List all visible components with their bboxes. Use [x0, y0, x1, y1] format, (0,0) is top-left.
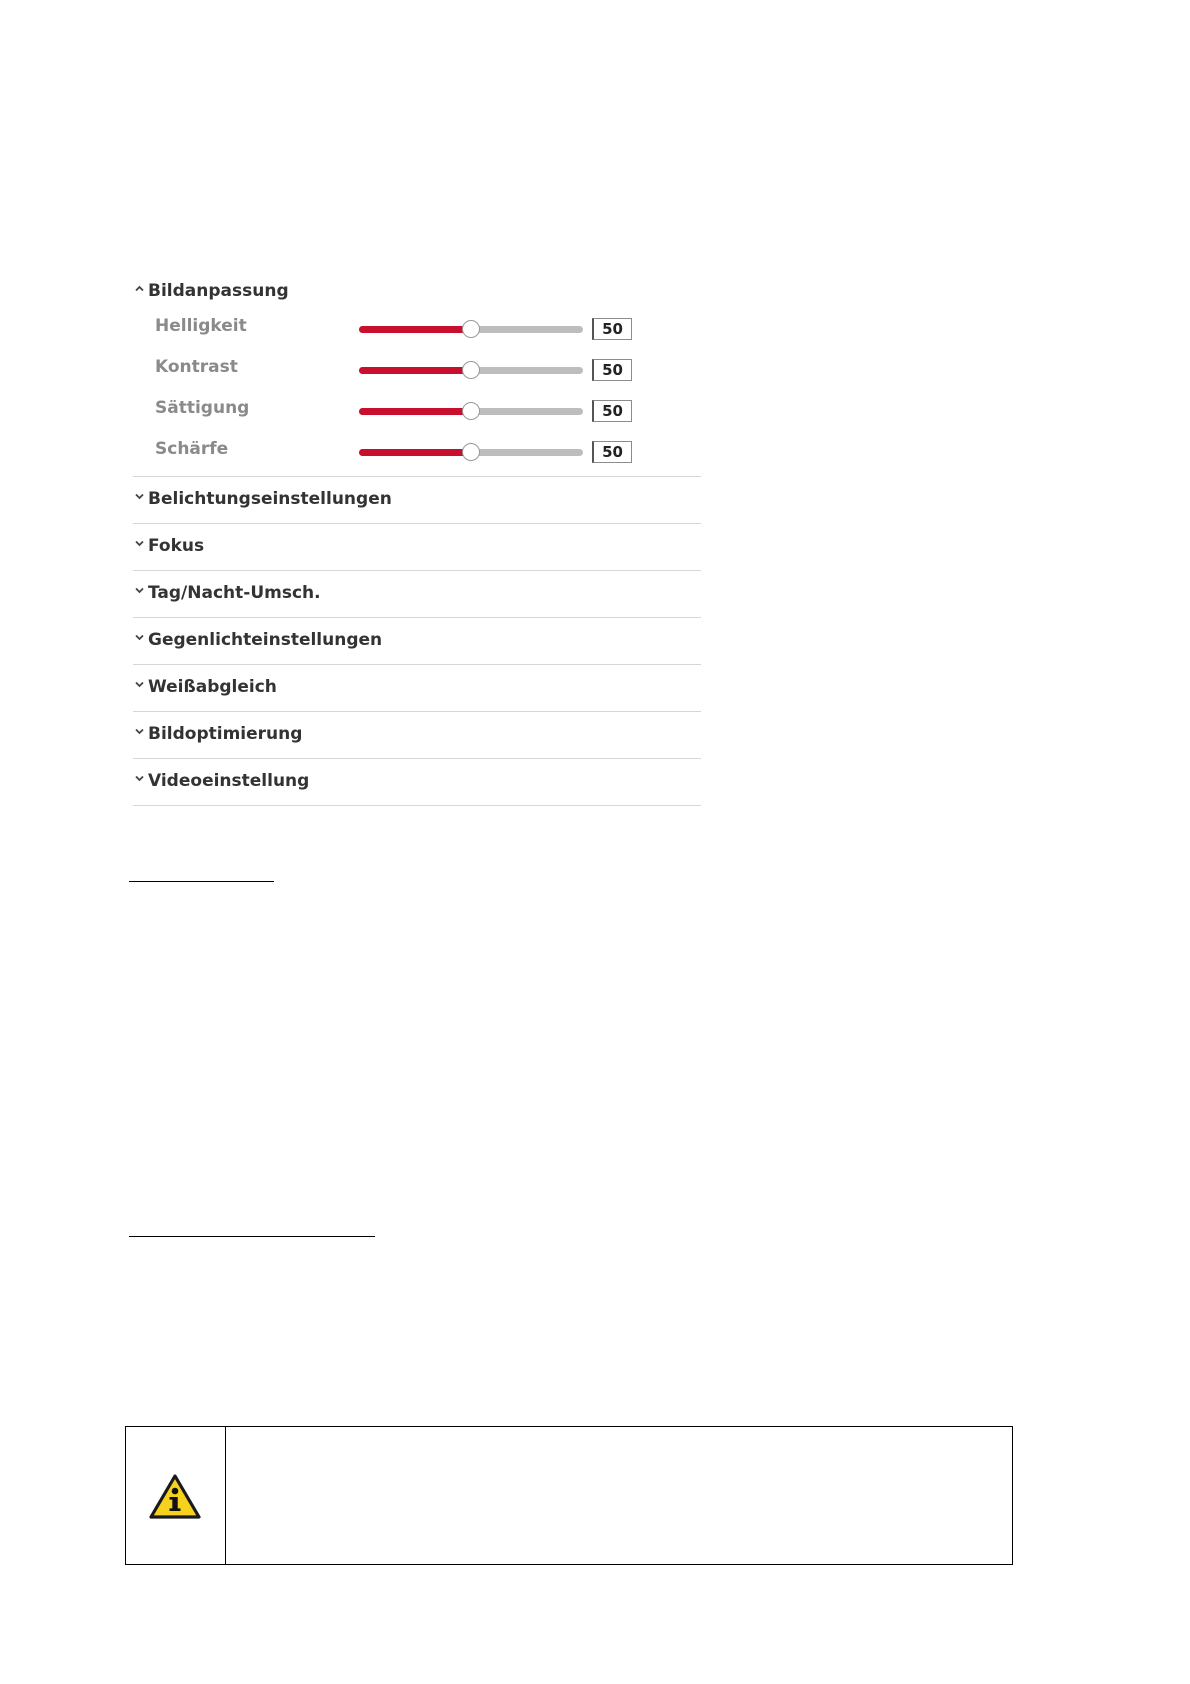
control-row-kontrast — [133, 347, 701, 388]
control-row-saettigung — [133, 388, 701, 429]
saettigung-value-field[interactable]: 50 — [592, 400, 632, 422]
schaerfe-slider[interactable] — [359, 445, 583, 459]
slider-fill — [359, 326, 471, 333]
section-header-videoeinstellung[interactable] — [133, 759, 701, 806]
kontrast-slider[interactable] — [359, 363, 583, 377]
slider-fill — [359, 367, 471, 374]
section-header-fokus[interactable] — [133, 524, 701, 571]
chevron-down-icon — [135, 634, 144, 641]
section-title: Bildoptimierung — [148, 724, 303, 744]
section-header-gegenlichteinstellungen[interactable] — [133, 618, 701, 665]
chevron-down-icon — [135, 681, 144, 688]
helligkeit-value-field[interactable]: 50 — [592, 318, 632, 340]
chevron-down-icon — [135, 493, 144, 500]
bildanpassung-controls — [133, 306, 701, 477]
section-header-tag-nacht-umsch[interactable] — [133, 571, 701, 618]
section-title: Tag/Nacht-Umsch. — [148, 583, 321, 603]
info-note-box — [125, 1426, 1013, 1565]
slider-fill — [359, 449, 471, 456]
image-settings-panel — [133, 272, 701, 806]
control-row-schaerfe — [133, 429, 701, 470]
heading-underline — [129, 881, 274, 882]
chevron-down-icon — [135, 540, 144, 547]
kontrast-value-field[interactable]: 50 — [592, 359, 632, 381]
info-warning-icon — [148, 1473, 202, 1521]
control-label: Schärfe — [155, 439, 229, 459]
section-header-belichtungseinstellungen[interactable] — [133, 477, 701, 524]
control-label: Helligkeit — [155, 316, 247, 336]
slider-handle[interactable] — [462, 320, 480, 338]
control-row-helligkeit — [133, 306, 701, 347]
section-title: Weißabgleich — [148, 677, 277, 697]
saettigung-slider[interactable] — [359, 404, 583, 418]
section-title: Fokus — [148, 536, 205, 556]
section-title: Belichtungseinstellungen — [148, 489, 392, 509]
schaerfe-value-field[interactable]: 50 — [592, 441, 632, 463]
section-title: Gegenlichteinstellungen — [148, 630, 383, 650]
section-title: Videoeinstellung — [148, 771, 310, 791]
chevron-down-icon — [135, 587, 144, 594]
note-icon-cell — [126, 1427, 226, 1564]
section-title: Bildanpassung — [148, 281, 289, 301]
heading-underline — [129, 1236, 375, 1237]
slider-handle[interactable] — [462, 402, 480, 420]
control-label: Sättigung — [155, 398, 250, 418]
chevron-down-icon — [135, 728, 144, 735]
section-header-bildanpassung[interactable] — [133, 272, 701, 306]
section-header-bildoptimierung[interactable] — [133, 712, 701, 759]
helligkeit-slider[interactable] — [359, 322, 583, 336]
section-header-weissabgleich[interactable] — [133, 665, 701, 712]
control-label: Kontrast — [155, 357, 238, 377]
slider-handle[interactable] — [462, 443, 480, 461]
slider-fill — [359, 408, 471, 415]
slider-handle[interactable] — [462, 361, 480, 379]
chevron-up-icon — [135, 285, 144, 292]
chevron-down-icon — [135, 775, 144, 782]
